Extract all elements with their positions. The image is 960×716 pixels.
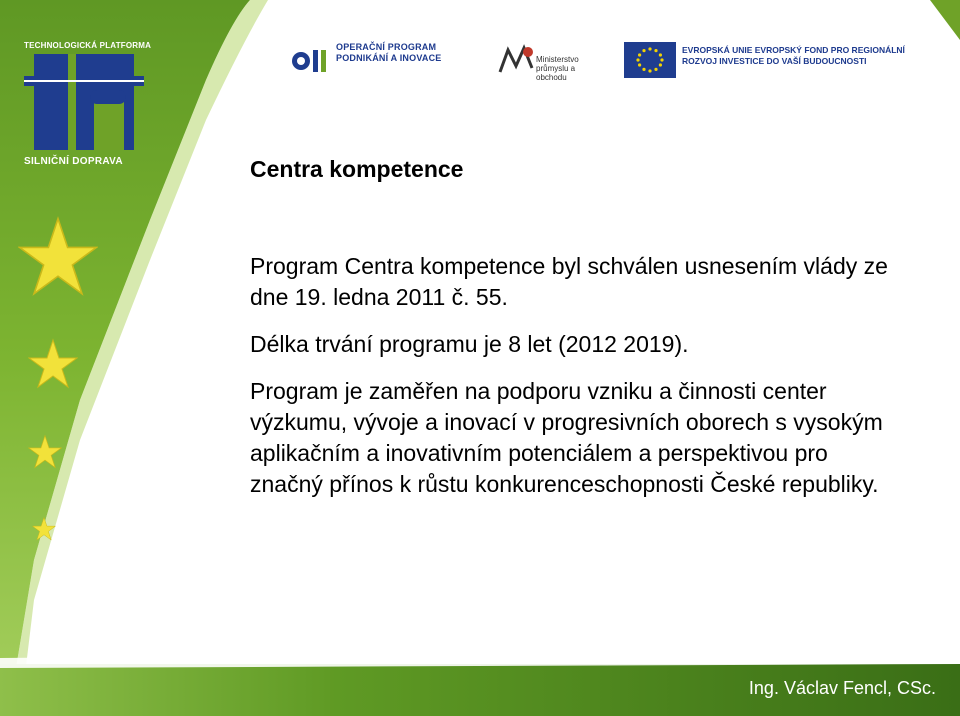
road-logo-icon xyxy=(24,54,144,150)
op-logo-icon xyxy=(290,44,330,78)
header-logos xyxy=(268,40,958,90)
star-icon xyxy=(32,516,56,542)
paragraph-focus: Program je zaměřen na podporu vzniku a činnosti center výzkumu, vývoje a inovací v progresivních oborech s vysokým aplikačním a inovativním potenciálem a perspektivou pro značný přínos k růstu konkurenceschopnosti České republiky. xyxy=(250,378,883,497)
mpo-logo-subtitle: Ministerstvo průmyslu a obchodu xyxy=(536,55,579,82)
paragraph-approval: Program Centra kompetence byl schválen usnesením vlády ze dne 19. ledna 2011 č. 55. xyxy=(250,253,888,310)
eu-logo-text: EVROPSKÁ UNIE EVROPSKÝ FOND PRO REGIONÁLNÍ ROZVOJ INVESTICE DO VAŠÍ BUDOUCNOSTI xyxy=(682,45,905,66)
slide-title: Centra kompetence xyxy=(250,156,464,182)
paragraph-duration: Délka trvání programu je 8 let (2012 2019). xyxy=(250,331,689,357)
platform-label: TECHNOLOGICKÁ PLATFORMA xyxy=(24,41,152,50)
road-transport-label: SILNIČNÍ DOPRAVA xyxy=(24,156,123,167)
star-icon xyxy=(18,214,98,300)
eu-flag-icon xyxy=(624,42,676,78)
op-logo-text: OPERAČNÍ PROGRAM PODNIKÁNÍ A INOVACE xyxy=(336,42,442,63)
mpo-logo-icon xyxy=(498,42,538,78)
star-icon xyxy=(28,434,62,470)
star-icon xyxy=(28,338,78,390)
author-name: Ing. Václav Fencl, CSc. xyxy=(748,678,936,698)
